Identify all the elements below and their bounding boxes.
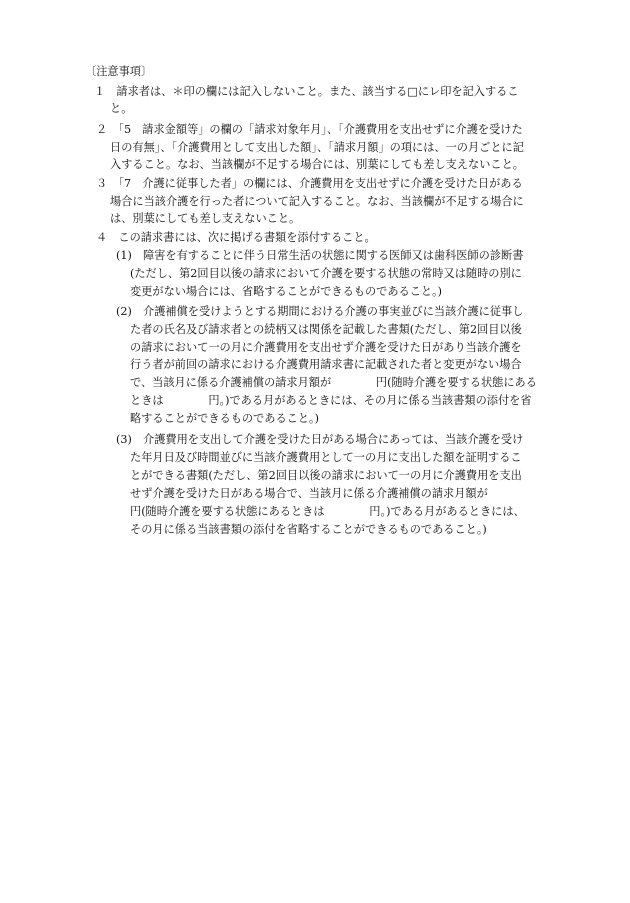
subitem-3-line-3: とができる書類(ただし、第2回目以後の請求において一の月に介護費用を支出 [130,469,522,482]
subitem-2-line-6: ときは 円。)である月があるときには、その月に係る当該書類の添付を省 [130,394,532,407]
subitem-2-line-2: た者の氏名及び請求者との続柄又は関係を記載した書類(ただし、第2回目以後 [130,323,522,336]
note-2-line-3: 入すること。なお、当該欄が不足する場合には、別葉にしても差し支えないこと。 [110,158,524,171]
subitem-3-line-4: せず介護を受けた日がある場合で、当該月に係る介護補償の請求月額が [130,487,488,500]
subitem-3-line-1: (3) 介護費用を支出して介護を受けた日がある場合にあっては、当該介護を受け [116,433,524,446]
subitem-1-line-2: (ただし、第2回目以後の請求において介護を要する状態の常時又は随時の別に [130,267,522,280]
subitem-3-line-5: 円(随時介護を要する状態にあるときは 円。)である月があるときには、 [130,505,525,518]
subitem-2-line-7: 略することができるものであること。) [130,412,319,425]
subitem-2-line-4: 行う者が前回の請求における介護費用請求書に記載された者と変更がない場合 [130,358,522,371]
note-1-line-1: １ 請求者は、＊印の欄には記入しないこと。また、該当する□にレ印を記入するこ [94,85,519,98]
subitem-1-line-3: 変更がない場合には、省略することができるものであること。) [130,285,443,298]
notes-heading: 〔注意事項〕 [85,65,153,78]
note-1-line-2: と。 [110,102,133,115]
note-3-line-1: ３ 「7 介護に従事した者」の欄には、介護費用を支出せずに介護を受けた日がある [96,177,523,190]
subitem-3-line-2: た年月日及び時間並びに当該介護費用として一の月に支出した額を証明するこ [130,451,522,464]
subitem-2-line-5: で、当該月に係る介護補償の請求月額が 円(随時介護を要する状態にある [130,376,537,389]
subitem-3-line-6: その月に係る当該書類の添付を省略することができるものであること。) [130,523,487,536]
note-2-line-2: 日の有無」、「介護費用として支出した額」、「請求月額」の項には、一の月ごとに記 [110,141,524,154]
note-4-line-1: ４ この請求書には、次に掲げる書類を添付すること。 [96,231,376,244]
subitem-2-line-1: (2) 介護補償を受けようとする期間における介護の事実並びに当該介護に従事し [116,305,524,318]
subitem-2-line-3: の請求において一の月に介護費用を支出せず介護を受けた日があり当該介護を [130,341,522,354]
subitem-1-line-1: (1) 障害を有することに伴う日常生活の状態に関する医師又は歯科医師の診断書 [116,249,524,262]
note-3-line-3: は、別葉にしても差し支えないこと。 [110,212,301,225]
note-3-line-2: 場合に当該介護を行った者について記入すること。なお、当該欄が不足する場合に [110,195,524,208]
note-2-line-1: ２ 「5 請求金額等」の欄の「請求対象年月」、「介護費用を支出せずに介護を受けた [96,123,523,136]
